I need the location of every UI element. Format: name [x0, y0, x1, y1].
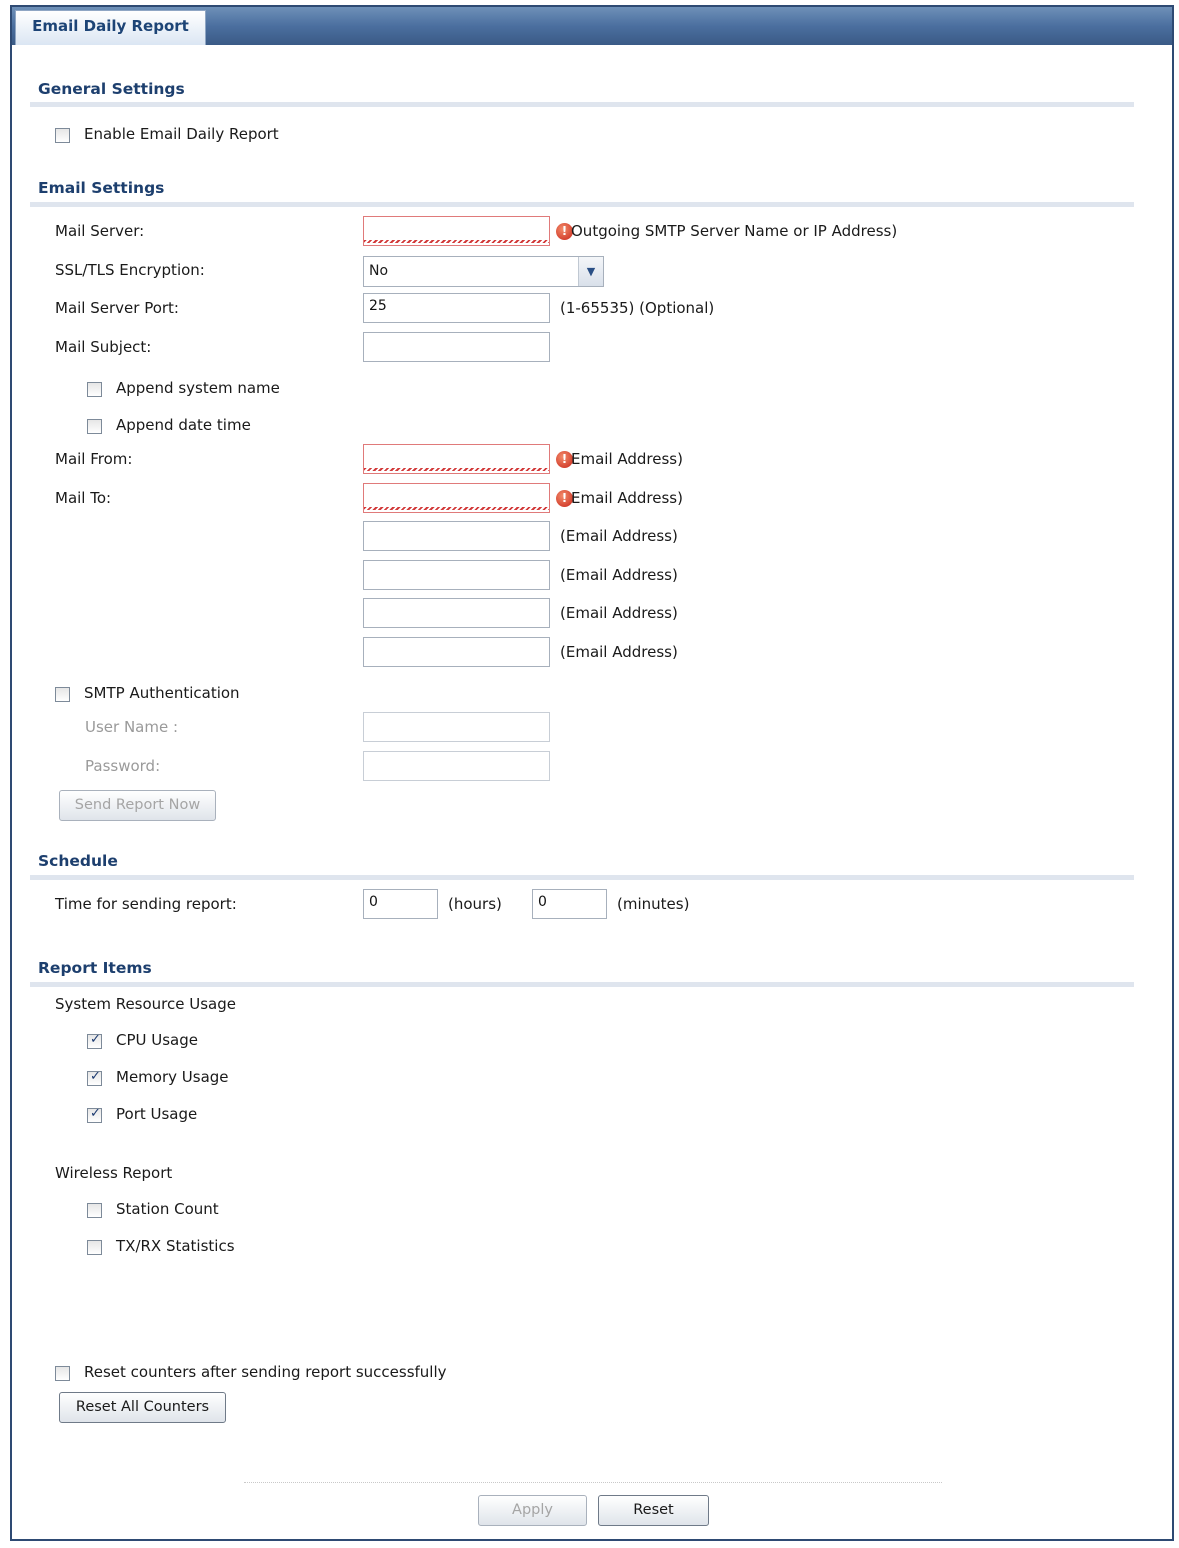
username-label: User Name : [85, 718, 179, 736]
smtp-auth-label: SMTP Authentication [84, 684, 240, 702]
enable-email-report-checkbox[interactable] [55, 128, 70, 143]
send-report-now-button[interactable]: Send Report Now [59, 790, 216, 821]
tab-bar [12, 7, 1172, 45]
mail-to-input-5[interactable] [363, 637, 550, 667]
memory-usage-checkbox[interactable] [87, 1071, 102, 1086]
mail-server-hint: Outgoing SMTP Server Name or IP Address) [571, 222, 898, 240]
smtp-auth-checkbox[interactable] [55, 687, 70, 702]
section-divider [30, 202, 1134, 207]
mail-server-port-input[interactable]: 25 [363, 293, 550, 323]
schedule-title: Schedule [38, 852, 118, 870]
section-divider [30, 875, 1134, 880]
mail-to-input-3[interactable] [363, 560, 550, 590]
email-address-hint: (Email Address) [560, 566, 678, 584]
wireless-report-group-label: Wireless Report [55, 1164, 173, 1182]
mail-to-hint: Email Address) [571, 489, 683, 507]
mail-server-port-label: Mail Server Port: [55, 299, 179, 317]
mail-from-input[interactable] [363, 444, 550, 474]
error-icon: ! [556, 451, 573, 468]
email-address-hint: (Email Address) [560, 604, 678, 622]
mail-subject-label: Mail Subject: [55, 338, 152, 356]
error-icon: ! [556, 223, 573, 240]
email-address-hint: (Email Address) [560, 527, 678, 545]
mail-subject-input[interactable] [363, 332, 550, 362]
footer-divider [244, 1482, 942, 1484]
port-usage-checkbox[interactable] [87, 1108, 102, 1123]
apply-button[interactable]: Apply [478, 1495, 587, 1526]
mail-server-label: Mail Server: [55, 222, 145, 240]
general-settings-title: General Settings [38, 80, 185, 98]
mail-server-input[interactable] [363, 216, 550, 246]
mail-to-input-2[interactable] [363, 521, 550, 551]
email-address-hint: (Email Address) [560, 643, 678, 661]
station-count-label: Station Count [116, 1200, 219, 1218]
system-resource-group-label: System Resource Usage [55, 995, 236, 1013]
hours-input[interactable]: 0 [363, 889, 438, 919]
mail-from-label: Mail From: [55, 450, 133, 468]
ssl-tls-select[interactable] [363, 256, 604, 287]
email-settings-title: Email Settings [38, 179, 165, 197]
mail-from-hint: Email Address) [571, 450, 683, 468]
enable-email-report-label: Enable Email Daily Report [84, 125, 279, 143]
reset-counters-label: Reset counters after sending report successfully [84, 1363, 447, 1381]
password-input[interactable] [363, 751, 550, 781]
port-usage-label: Port Usage [116, 1105, 198, 1123]
txrx-statistics-label: TX/RX Statistics [116, 1237, 235, 1255]
station-count-checkbox[interactable] [87, 1203, 102, 1218]
reset-counters-checkbox[interactable] [55, 1366, 70, 1381]
password-label: Password: [85, 757, 161, 775]
time-sending-label: Time for sending report: [55, 895, 237, 913]
mail-to-input-4[interactable] [363, 598, 550, 628]
minutes-unit: (minutes) [617, 895, 690, 913]
section-divider [30, 982, 1134, 987]
ssl-tls-label: SSL/TLS Encryption: [55, 261, 205, 279]
minutes-input[interactable]: 0 [532, 889, 607, 919]
hours-unit: (hours) [448, 895, 502, 913]
chevron-down-icon[interactable]: ▼ [578, 257, 603, 286]
tab-email-daily-report[interactable]: Email Daily Report [15, 10, 206, 45]
memory-usage-label: Memory Usage [116, 1068, 229, 1086]
mail-to-input-1[interactable] [363, 483, 550, 513]
section-divider [30, 102, 1134, 107]
append-date-time-checkbox[interactable] [87, 419, 102, 434]
append-system-name-label: Append system name [116, 379, 280, 397]
ssl-tls-value: No [369, 263, 389, 279]
cpu-usage-label: CPU Usage [116, 1031, 199, 1049]
reset-all-counters-button[interactable]: Reset All Counters [59, 1392, 226, 1423]
username-input[interactable] [363, 712, 550, 742]
append-system-name-checkbox[interactable] [87, 382, 102, 397]
port-range-hint: (1-65535) (Optional) [560, 299, 715, 317]
txrx-statistics-checkbox[interactable] [87, 1240, 102, 1255]
report-items-title: Report Items [38, 959, 152, 977]
reset-button[interactable]: Reset [598, 1495, 709, 1526]
cpu-usage-checkbox[interactable] [87, 1034, 102, 1049]
mail-to-label: Mail To: [55, 489, 112, 507]
email-daily-report-panel [10, 5, 1174, 1541]
append-date-time-label: Append date time [116, 416, 251, 434]
error-icon: ! [556, 490, 573, 507]
